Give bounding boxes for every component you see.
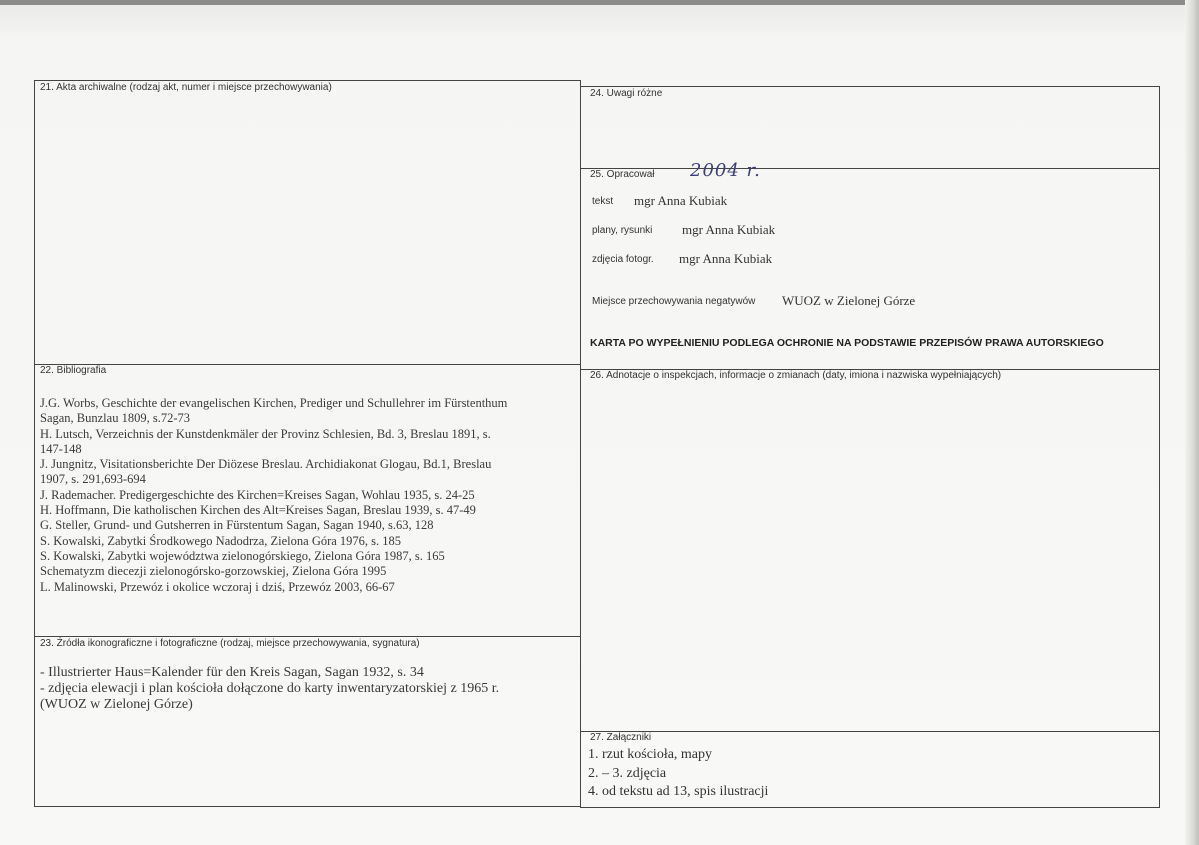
tekst-label: tekst [592, 196, 614, 207]
plany-label: plany, rysunki [592, 225, 653, 236]
bibliography-line: S. Kowalski, Zabytki województwa zielonogórskiego, Zielona Góra 1987, s. 165 [40, 548, 445, 563]
bibliography-line: J.G. Worbs, Geschichte der evangelischen Kirchen, Prediger und Schullehrer im Fürstenthum [40, 396, 508, 410]
attachments-list [588, 746, 768, 802]
plany-author: mgr Anna Kubiak [682, 222, 776, 237]
bibliography-list [40, 396, 580, 595]
bibliography-line: H. Lutsch, Verzeichnis der Kunstdenkmäler der Provinz Schlesien, Bd. 3, Breslau 1891, s. [40, 426, 491, 441]
field-23-label: 23. Źródła ikonograficzne i fotograficzne (rodzaj, miejsce przechowywania, sygnatura) [40, 638, 420, 649]
bibliography-line: J. Rademacher. Predigergeschichte des Kirchen=Kreises Sagan, Wohlau 1935, s. 24-25 [40, 487, 475, 502]
bibliography-line: H. Hoffmann, Die katholischen Kirchen des Alt=Kreises Sagan, Breslau 1939, s. 47-49 [40, 503, 476, 518]
negatives-label: Miejsce przechowywania negatywów [592, 296, 756, 307]
bibliography-line: S. Kowalski, Zabytki Środkowego Nadodrza, Zielona Góra 1976, s. 185 [40, 533, 402, 548]
field-21-archival-records [34, 80, 581, 365]
field-24-remarks [580, 86, 1160, 169]
field-24-label: 24. Uwagi różne [590, 88, 663, 99]
field-22-label: 22. Bibliografia [40, 365, 107, 376]
field-21-label: 21. Akta archiwalne (rodzaj akt, numer i miejsce przechowywania) [40, 82, 332, 93]
field-27-label: 27. Załączniki [590, 732, 652, 743]
bibliography-line: Schematyzm diecezji zielonogórsko-gorzowskiej, Zielona Góra 1995 [40, 564, 387, 579]
field-25-label: 25. Opracował [590, 169, 655, 180]
field-23-iconographic-sources [34, 636, 581, 807]
scan-top-edge [0, 0, 1199, 5]
source-line: - zdjęcia elewacji i plan kościoła dołączone do karty inwentaryzatorskiej z 1965 r. [40, 681, 500, 697]
zdjecia-label: zdjęcia fotogr. [592, 254, 654, 265]
scan-right-edge [1185, 0, 1199, 845]
attachment-line: 1. rzut kościoła, mapy [588, 747, 713, 762]
attachment-line: 4. od tekstu ad 13, spis ilustracji [588, 784, 769, 799]
bibliography-line: Sagan, Bunzlau 1809, s.72-73 [40, 411, 190, 426]
field-26-inspection-notes [580, 369, 1160, 732]
source-line: - Illustrierter Haus=Kalender für den Kreis Sagan, Sagan 1932, s. 34 [40, 665, 424, 680]
bibliography-line: L. Malinowski, Przewóz i okolice wczoraj i dziś, Przewóz 2003, 66-67 [40, 579, 395, 594]
bibliography-line: 147-148 [40, 441, 82, 456]
zdjecia-author: mgr Anna Kubiak [679, 251, 773, 266]
negatives-location: WUOZ w Zielonej Górze [782, 293, 916, 308]
bibliography-line: G. Steller, Grund- und Gutsherren in Fürstentum Sagan, Sagan 1940, s.63, 128 [40, 518, 434, 533]
bibliography-line: 1907, s. 291,693-694 [40, 472, 146, 487]
copyright-notice: KARTA PO WYPEŁNIENIU PODLEGA OCHRONIE NA PODSTAWIE PRZEPISÓW PRAWA AUTORSKIEGO [590, 337, 1104, 349]
bibliography-line: J. Jungnitz, Visitationsberichte Der Diözese Breslau. Archidiakonat Glogau, Bd.1, Breslau [40, 457, 492, 472]
tekst-author: mgr Anna Kubiak [634, 193, 728, 208]
source-line: (WUOZ w Zielonej Górze) [40, 697, 193, 713]
handwritten-date: 2004 r. [690, 160, 761, 181]
attachment-line: 2. – 3. zdjęcia [588, 765, 667, 781]
field-26-label: 26. Adnotacje o inspekcjach, informacje o zmianach (daty, imiona i nazwiska wypełniających) [590, 370, 1002, 381]
iconographic-sources-list [40, 665, 499, 714]
